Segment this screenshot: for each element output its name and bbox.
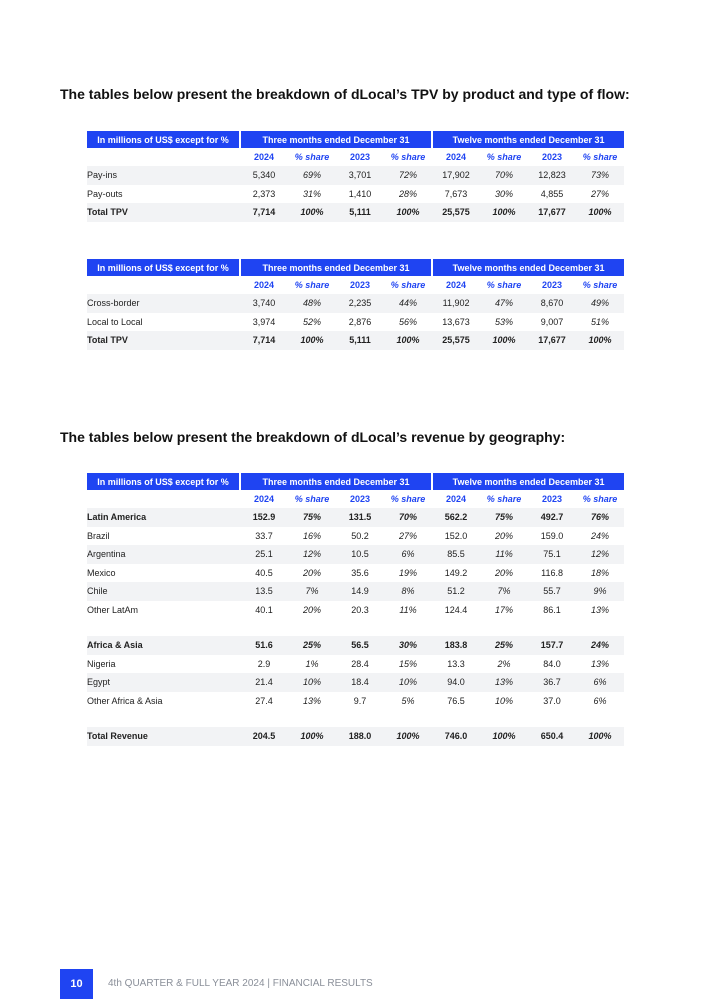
value-cell: 17,677 <box>528 331 576 350</box>
value-cell: 13.3 <box>447 658 465 669</box>
table-row <box>87 166 624 185</box>
value-cell: 21.4 <box>240 673 288 692</box>
table-row <box>87 185 624 204</box>
share-cell: 52% <box>302 316 321 327</box>
column-header-three-months: Three months ended December 31 <box>240 131 432 148</box>
table-row <box>87 527 624 546</box>
value-cell: 204.5 <box>240 727 288 746</box>
column-header-share: % share <box>294 152 330 162</box>
share-cell: 100% <box>576 727 624 746</box>
value-cell: 5,340 <box>240 166 288 185</box>
column-header-share: % share <box>582 280 618 290</box>
row-label: Pay-ins <box>87 166 240 185</box>
row-label: Latin America <box>87 508 240 527</box>
table-row <box>87 313 624 332</box>
tpv-section-heading: The tables below present the breakdown of dLocal’s TPV by product and type of flow: <box>60 86 630 102</box>
value-cell: 2,235 <box>336 294 384 313</box>
column-header-share: % share <box>294 494 330 504</box>
column-header-share: % share <box>582 494 618 504</box>
value-cell: 157.7 <box>528 636 576 655</box>
value-cell: 13.5 <box>240 582 288 601</box>
column-header-share: % share <box>486 494 522 504</box>
share-cell: 6% <box>593 695 607 706</box>
column-header-share: % share <box>582 152 618 162</box>
share-cell: 13% <box>591 604 610 615</box>
share-cell: 19% <box>399 567 418 578</box>
share-cell: 10% <box>288 673 336 692</box>
column-header-twelve-months: Twelve months ended December 31 <box>432 131 624 148</box>
value-cell: 4,855 <box>540 188 564 199</box>
spacer-row <box>87 710 624 727</box>
value-cell: 650.4 <box>528 727 576 746</box>
column-header-share: % share <box>294 280 330 290</box>
value-cell: 12,823 <box>528 166 576 185</box>
value-cell: 10.5 <box>336 545 384 564</box>
column-header-share: % share <box>390 280 426 290</box>
share-cell: 49% <box>576 294 624 313</box>
value-cell: 116.8 <box>541 567 563 578</box>
value-cell: 51.2 <box>432 582 480 601</box>
value-cell: 8,670 <box>528 294 576 313</box>
table-row <box>87 582 624 601</box>
share-cell: 1% <box>305 658 319 669</box>
column-header-twelve-months: Twelve months ended December 31 <box>432 259 624 276</box>
share-cell: 15% <box>399 658 418 669</box>
column-header-2023: 2023 <box>542 494 563 504</box>
share-cell: 75% <box>288 508 336 527</box>
row-label: Mexico <box>87 567 116 578</box>
page-number-badge: 10 <box>60 969 93 999</box>
share-cell: 24% <box>576 636 624 655</box>
value-cell: 3,701 <box>336 166 384 185</box>
value-cell: 5,111 <box>336 331 384 350</box>
value-cell: 33.7 <box>255 530 273 541</box>
share-cell: 69% <box>288 166 336 185</box>
share-cell: 11% <box>480 545 528 564</box>
row-label: Chile <box>87 582 240 601</box>
column-header-share: % share <box>390 494 426 504</box>
share-cell: 7% <box>480 582 528 601</box>
column-header-2023: 2023 <box>542 280 563 290</box>
value-cell: 40.5 <box>255 567 273 578</box>
share-cell: 75% <box>480 508 528 527</box>
table-row <box>87 655 624 674</box>
value-cell: 7,714 <box>240 203 288 222</box>
row-label: Africa & Asia <box>87 636 240 655</box>
share-cell: 100% <box>480 331 528 350</box>
share-cell: 20% <box>495 567 514 578</box>
share-cell: 53% <box>495 316 514 327</box>
share-cell: 44% <box>384 294 432 313</box>
share-cell: 70% <box>384 508 432 527</box>
row-label: Other Africa & Asia <box>87 695 163 706</box>
column-header-twelve-months: Twelve months ended December 31 <box>432 473 624 490</box>
value-cell: 37.0 <box>543 695 561 706</box>
value-cell: 3,974 <box>252 316 276 327</box>
table-row <box>87 203 624 222</box>
share-cell: 47% <box>480 294 528 313</box>
share-cell: 20% <box>302 604 321 615</box>
column-header-2024: 2024 <box>446 152 467 162</box>
share-cell: 13% <box>302 695 321 706</box>
share-cell: 16% <box>302 530 321 541</box>
value-cell: 2,876 <box>348 316 372 327</box>
row-label: Nigeria <box>87 658 116 669</box>
value-cell: 85.5 <box>432 545 480 564</box>
row-label: Other LatAm <box>87 604 139 615</box>
row-label: Local to Local <box>87 316 143 327</box>
share-cell: 2% <box>497 658 511 669</box>
column-header-2023: 2023 <box>542 152 563 162</box>
value-cell: 1,410 <box>348 188 372 199</box>
value-cell: 17,677 <box>528 203 576 222</box>
tpv-by-flow-table <box>87 259 624 350</box>
value-cell: 35.6 <box>351 567 369 578</box>
share-cell: 7% <box>288 582 336 601</box>
row-label: Cross-border <box>87 294 240 313</box>
footer-text: 4th QUARTER & FULL YEAR 2024 | FINANCIAL RESULTS <box>108 978 373 989</box>
column-header-share: % share <box>486 152 522 162</box>
row-label: Argentina <box>87 545 240 564</box>
table-row <box>87 545 624 564</box>
share-cell: 100% <box>576 203 624 222</box>
value-cell: 14.9 <box>336 582 384 601</box>
row-label: Pay-outs <box>87 188 123 199</box>
share-cell: 12% <box>576 545 624 564</box>
column-header-2024: 2024 <box>253 280 275 290</box>
share-cell: 100% <box>384 203 432 222</box>
share-cell: 30% <box>495 188 514 199</box>
share-cell: 100% <box>480 203 528 222</box>
share-cell: 28% <box>399 188 418 199</box>
share-cell: 72% <box>384 166 432 185</box>
column-header-label: In millions of US$ except for % <box>87 131 240 148</box>
value-cell: 5,111 <box>336 203 384 222</box>
share-cell: 100% <box>384 727 432 746</box>
row-label: Total Revenue <box>87 727 240 746</box>
table-row <box>87 601 624 620</box>
share-cell: 18% <box>591 567 610 578</box>
value-cell: 17,902 <box>432 166 480 185</box>
value-cell: 188.0 <box>336 727 384 746</box>
value-cell: 149.2 <box>444 567 468 578</box>
value-cell: 76.5 <box>447 695 465 706</box>
value-cell: 50.2 <box>351 530 369 541</box>
value-cell: 55.7 <box>528 582 576 601</box>
revenue-by-geography-table <box>87 473 624 746</box>
share-cell: 100% <box>576 331 624 350</box>
value-cell: 20.3 <box>351 604 369 615</box>
value-cell: 2,373 <box>252 188 276 199</box>
value-cell: 124.4 <box>444 604 468 615</box>
share-cell: 100% <box>480 727 528 746</box>
value-cell: 3,740 <box>240 294 288 313</box>
table-row <box>87 673 624 692</box>
table-row <box>87 636 624 655</box>
value-cell: 562.2 <box>432 508 480 527</box>
column-header-label: In millions of US$ except for % <box>87 259 240 276</box>
value-cell: 492.7 <box>528 508 576 527</box>
share-cell: 100% <box>288 331 336 350</box>
share-cell: 13% <box>480 673 528 692</box>
share-cell: 100% <box>384 331 432 350</box>
column-header-blank <box>87 490 240 508</box>
value-cell: 9.7 <box>353 695 367 706</box>
value-cell: 159.0 <box>540 530 564 541</box>
column-header-2023: 2023 <box>349 152 371 162</box>
spacer-row <box>87 619 624 636</box>
value-cell: 27.4 <box>255 695 273 706</box>
share-cell: 27% <box>399 530 418 541</box>
value-cell: 13,673 <box>442 316 470 327</box>
column-header-2024: 2024 <box>253 152 275 162</box>
value-cell: 18.4 <box>336 673 384 692</box>
share-cell: 9% <box>576 582 624 601</box>
share-cell: 11% <box>399 604 417 615</box>
value-cell: 25,575 <box>432 203 480 222</box>
value-cell: 7,714 <box>240 331 288 350</box>
share-cell: 8% <box>384 582 432 601</box>
share-cell: 25% <box>480 636 528 655</box>
share-cell: 56% <box>399 316 418 327</box>
column-header-2024: 2024 <box>253 494 275 504</box>
share-cell: 12% <box>288 545 336 564</box>
column-header-blank <box>87 148 240 166</box>
column-header-three-months: Three months ended December 31 <box>240 259 432 276</box>
share-cell: 100% <box>288 203 336 222</box>
share-cell: 10% <box>384 673 432 692</box>
share-cell: 70% <box>480 166 528 185</box>
table-row <box>87 692 624 711</box>
column-header-2024: 2024 <box>446 280 467 290</box>
value-cell: 86.1 <box>543 604 561 615</box>
value-cell: 51.6 <box>240 636 288 655</box>
share-cell: 24% <box>591 530 610 541</box>
value-cell: 25.1 <box>240 545 288 564</box>
share-cell: 25% <box>288 636 336 655</box>
column-header-share: % share <box>390 152 426 162</box>
value-cell: 11,902 <box>432 294 480 313</box>
value-cell: 9,007 <box>540 316 564 327</box>
value-cell: 152.9 <box>240 508 288 527</box>
column-header-2023: 2023 <box>349 494 371 504</box>
table-row <box>87 564 624 583</box>
table-row <box>87 331 624 350</box>
value-cell: 746.0 <box>432 727 480 746</box>
value-cell: 28.4 <box>351 658 369 669</box>
revenue-section-heading: The tables below present the breakdown of dLocal’s revenue by geography: <box>60 429 566 445</box>
row-label: Egypt <box>87 673 240 692</box>
value-cell: 94.0 <box>432 673 480 692</box>
table-row <box>87 508 624 527</box>
value-cell: 131.5 <box>336 508 384 527</box>
column-header-blank <box>87 276 240 294</box>
value-cell: 40.1 <box>255 604 273 615</box>
value-cell: 2.9 <box>257 658 271 669</box>
share-cell: 48% <box>288 294 336 313</box>
share-cell: 30% <box>384 636 432 655</box>
column-header-2023: 2023 <box>349 280 371 290</box>
value-cell: 7,673 <box>444 188 468 199</box>
value-cell: 152.0 <box>444 530 468 541</box>
share-cell: 6% <box>576 673 624 692</box>
value-cell: 84.0 <box>543 658 561 669</box>
share-cell: 20% <box>495 530 514 541</box>
value-cell: 25,575 <box>432 331 480 350</box>
table-row <box>87 727 624 746</box>
share-cell: 51% <box>591 316 610 327</box>
row-label: Total TPV <box>87 331 240 350</box>
share-cell: 20% <box>302 567 321 578</box>
share-cell: 10% <box>495 695 514 706</box>
share-cell: 73% <box>576 166 624 185</box>
share-cell: 27% <box>591 188 610 199</box>
tpv-by-product-table <box>87 131 624 222</box>
column-header-label: In millions of US$ except for % <box>87 473 240 490</box>
value-cell: 183.8 <box>432 636 480 655</box>
column-header-share: % share <box>486 280 522 290</box>
row-label: Brazil <box>87 530 110 541</box>
spacer-cell <box>87 619 624 636</box>
share-cell: 31% <box>302 188 321 199</box>
table-row <box>87 294 624 313</box>
row-label: Total TPV <box>87 203 240 222</box>
share-cell: 5% <box>401 695 415 706</box>
value-cell: 75.1 <box>528 545 576 564</box>
value-cell: 56.5 <box>336 636 384 655</box>
spacer-cell <box>87 710 624 727</box>
share-cell: 6% <box>384 545 432 564</box>
column-header-2024: 2024 <box>446 494 467 504</box>
share-cell: 100% <box>288 727 336 746</box>
column-header-three-months: Three months ended December 31 <box>240 473 432 490</box>
share-cell: 76% <box>576 508 624 527</box>
share-cell: 17% <box>495 604 514 615</box>
share-cell: 13% <box>591 658 610 669</box>
value-cell: 36.7 <box>528 673 576 692</box>
